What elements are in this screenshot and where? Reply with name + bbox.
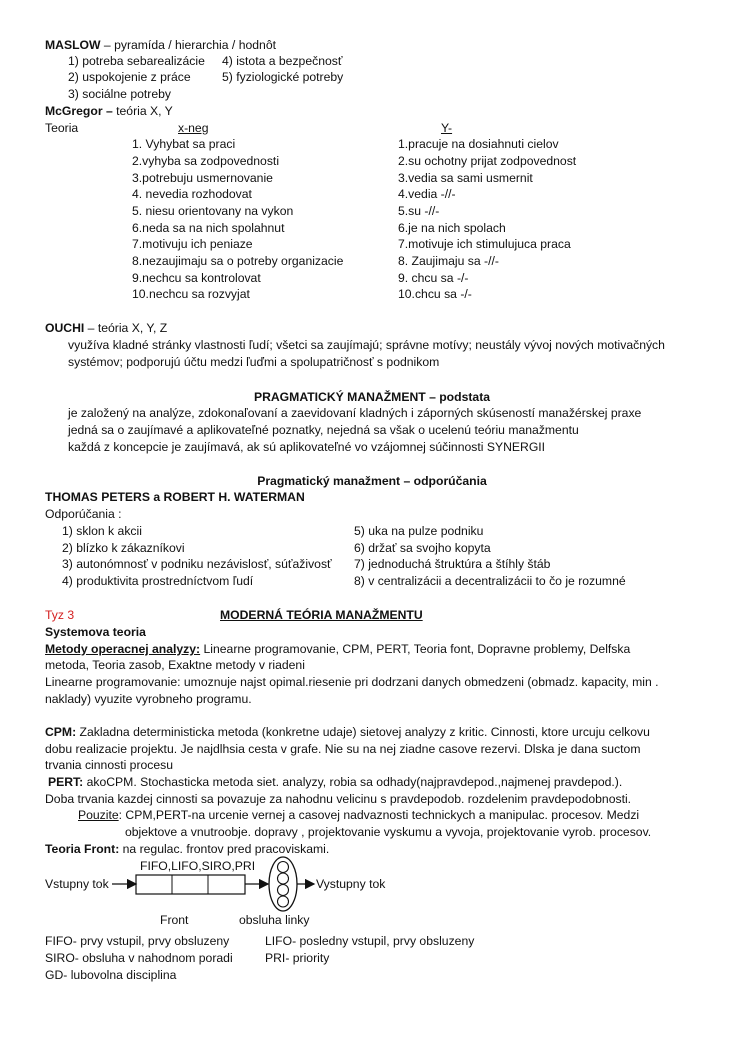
maslow-item: 2) uspokojenie z práce [68, 70, 191, 84]
lp-line: naklady) vyuzite vyrobneho programu. [45, 692, 252, 706]
operacna-analyza-line: Metody operacnej analyzy: Linearne programovanie, CPM, PERT, Teoria font, Dopravne problemy, Delfska [45, 642, 631, 656]
recommendation-item: 6) držať sa svojho kopyta [354, 541, 491, 555]
y-item: 10.chcu sa -/- [398, 287, 472, 301]
maslow-item: 3) sociálne potreby [68, 87, 171, 101]
queue-discipline-label: FIFO,LIFO,SIRO,PRI [140, 859, 256, 873]
lp-line: Linearne programovanie: umoznuje najst opimal.riesenie pri dodrzani danych obmedzeni (obmadz. kapacity, min . [45, 675, 659, 689]
y-item: 5.su -//- [398, 204, 440, 218]
pouzite-line: Pouzite: CPM,PERT-na urcenie vernej a casovej nadvaznosti technickych a manipulac. procesov. Medzi [78, 808, 640, 822]
service-line-label: obsluha linky [239, 913, 310, 927]
output-flow-label: Vystupny tok [316, 877, 386, 891]
legend-item: FIFO- prvy vstupil, prvy obsluzeny [45, 934, 230, 948]
odporucania-title: Pragmatický manažment – odporúčania [257, 474, 487, 488]
pragmaticky-text: každá z koncepcie je zaujímavá, ak sú aplikovateľné vo vzájomnej súčinnosti SYNERGII [68, 440, 546, 454]
systemova-heading: Systemova teoria [45, 625, 146, 639]
x-item: 6.neda sa na nich spolahnut [132, 221, 285, 235]
recommendation-item: 8) v centralizácii a decentralizácii to čo je rozumné [354, 574, 626, 588]
input-flow-label: Vstupny tok [45, 877, 109, 891]
recommendation-item: 5) uka na pulze podniku [354, 524, 484, 538]
legend-item: GD- lubovolna disciplina [45, 968, 177, 982]
x-item: 7.motivuju ich peniaze [132, 237, 253, 251]
service-channel [278, 873, 289, 884]
x-item: 4. nevedia rozhodovat [132, 187, 252, 201]
recommendation-item: 3) autonómnosť v podniku nezávislosť, súťaživosť [62, 557, 332, 571]
x-item: 3.potrebuju usmernovanie [132, 171, 273, 185]
recommendation-item: 2) blízko k zákazníkovi [62, 541, 185, 555]
y-item: 6.je na nich spolach [398, 221, 506, 235]
front-label: Front [160, 913, 189, 927]
teoria-label: Teoria [45, 121, 79, 135]
authors: THOMAS PETERS a ROBERT H. WATERMAN [45, 490, 305, 504]
recommendation-item: 4) produktivita prostredníctvom ľudí [62, 574, 254, 588]
service-channel [278, 862, 289, 873]
y-item: 7.motivuje ich stimulujuca praca [398, 237, 571, 251]
pragmaticky-title: PRAGMATICKÝ MANAŽMENT – podstata [253, 390, 491, 404]
pouzite-line: objektove a vnutroobje. dopravy , projektovanie vyskumu a vyvoja, projektovanie vyrob. procesov. [125, 825, 652, 839]
x-item: 8.nezaujimaju sa o potreby organizacie [132, 254, 344, 268]
queue-box [136, 875, 245, 894]
mcgregor-heading: McGregor – teória X, Y [45, 104, 173, 118]
y-item: 8. Zaujimaju sa -//- [398, 254, 499, 268]
odporucania-label: Odporúčania : [45, 507, 122, 521]
pragmaticky-text: je založený na analýze, zdokonaľovaní a zaevidovaní kladných i záporných skúseností manažérskej praxe [68, 406, 642, 420]
teoria-front-line: Teoria Front: na regulac. frontov pred pracoviskami. [45, 842, 330, 856]
moderna-title: MODERNÁ TEÓRIA MANAŽMENTU [220, 608, 423, 622]
service-channel [278, 885, 289, 896]
maslow-item: 1) potreba sebarealizácie [68, 54, 205, 68]
recommendation-item: 7) jednoduchá štruktúra a štíhly štáb [354, 557, 551, 571]
maslow-heading: MASLOW – pyramída / hierarchia / hodnôt [45, 38, 276, 52]
x-item: 10.nechcu sa rozvyjat [132, 287, 250, 301]
pert-line: Doba trvania kazdej cinnosti sa povazuje za nahodnu velicinu s pravdepodob. rozdelenim pravdepodobnosti. [45, 792, 632, 806]
x-item: 1. Vyhybat sa praci [132, 137, 236, 151]
x-item: 9.nechcu sa kontrolovat [132, 271, 261, 285]
y-item: 3.vedia sa sami usmernit [398, 171, 533, 185]
x-column-header: x-neg [178, 121, 209, 135]
pert-line: PERT: akoCPM. Stochasticka metoda siet. analyzy, robia sa odhady(najpravdepod.,najmenej pravdepod.). [48, 775, 623, 789]
legend-item: PRI- priority [265, 951, 330, 965]
maslow-item: 5) fyziologické potreby [222, 70, 344, 84]
ouchi-text: systémov; podporujú účtu medzi ľuďmi a spolupatričnosť s podnikom [68, 355, 440, 369]
legend-item: LIFO- posledny vstupil, prvy obsluzeny [265, 934, 475, 948]
y-item: 1.pracuje na dosiahnuti cielov [398, 137, 559, 151]
section-tag: Tyz 3 [45, 608, 75, 622]
maslow-item: 4) istota a bezpečnosť [222, 54, 343, 68]
cpm-line: CPM: Zakladna deterministicka metoda (konkretne udaje) sietovej analyzy z kritic. Cinnosti, ktore urcuju celkovu [45, 725, 650, 739]
y-item: 9. chcu sa -/- [398, 271, 469, 285]
legend-item: SIRO- obsluha v nahodnom poradi [45, 951, 233, 965]
ouchi-heading: OUCHI – teória X, Y, Z [45, 321, 168, 335]
recommendation-item: 1) sklon k akcii [62, 524, 142, 538]
cpm-line: dobu realizacie projektu. Je najdlhsia cesta v grafe. Nie su na nej ziadne casove rezervi. Dlska je dana suctom [45, 742, 641, 756]
pragmaticky-text: jedná sa o zaujímavé a aplikovateľné poznatky, nejedná sa však o ucelenú teóriu manažmentu [68, 423, 579, 437]
x-item: 2.vyhyba sa zodpovednosti [132, 154, 280, 168]
x-item: 5. niesu orientovany na vykon [132, 204, 294, 218]
y-column-header: Y- [441, 121, 453, 135]
y-item: 4.vedia -//- [398, 187, 456, 201]
operacna-analyza-line: metoda, Teoria zasob, Exaktne metody v riadeni [45, 658, 305, 672]
cpm-line: trvania cinnosti procesu [45, 758, 174, 772]
service-channel [278, 896, 289, 907]
y-item: 2.su ochotny prijat zodpovednost [398, 154, 577, 168]
ouchi-text: využíva kladné stránky vlastnosti ľudí; všetci sa zaujímajú; správne motívy; neustály vývoj nových motivačných [68, 338, 665, 352]
